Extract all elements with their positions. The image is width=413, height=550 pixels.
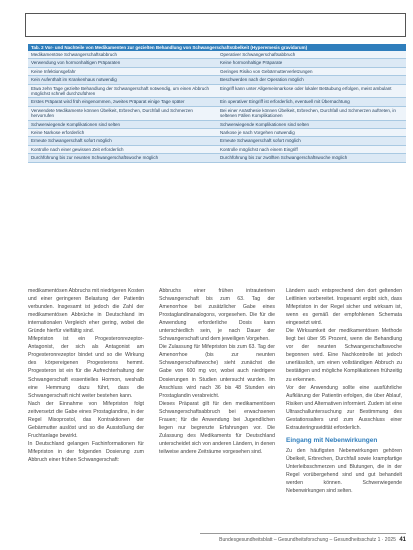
table-cell-medication: Schwerwiegende Komplikationen sind selten — [31, 121, 121, 127]
table-cell-surgical: Geringes Risiko von Gebärmutterverletzungen — [220, 68, 313, 74]
table-row — [28, 98, 406, 106]
table-cell-medication: Keine Infektionsgefahr — [31, 68, 76, 74]
paragraph: Ländern auch entsprechend den dort geltenden Leitlinien vorbereitet. Insgesamt ergibt sich, dass Mifepriston in der Regel sicher und wirksam ist, wenn es gemäß der empfohlenen Schemata eingesetzt wird. — [286, 288, 402, 327]
section-heading: Eingang mit Nebenwirkungen — [286, 436, 378, 444]
paragraph: In Deutschland gelangen Fachinformationen für Mifepriston in der folgenden Dosierung zum Abbruch einer frühen Schwangerschaft: — [28, 440, 144, 463]
table-cell-medication: Etwa zehn Tage gezielte Behandlung der Schwangerschaft notwendig, um einen Abbruch möglichst schnell durchzuführen — [31, 85, 210, 97]
paragraph: Mifepriston ist ein Progesteronrezeptor-Antagonist, der sich als Antagonist am Progesteronrezeptor bindet und so die Wirkung des körpereigenen Progesterons hemmt. Progesteron ist ein für die Aufrechterhaltung der Schwangerschaft essentielles Hormon, weshalb eine Hemmung dazu führt, dass die Schwangerschaft nicht weiter bestehen kann. — [28, 336, 144, 399]
paragraph: medikamentösen Abbruchs mit niedrigeren Kosten und einer geringeren Belastung der Patientin verbunden. Insgesamt ist jedoch die Zahl der medikamentösen Abbrüche in Deutschland im internationalen Vergleich eher gering, wobei die Gründe hierfür vielfältig sind. — [28, 288, 144, 335]
text-column-3-main — [286, 287, 402, 432]
table-row — [28, 121, 406, 129]
paragraph: Die Zulassung für Mifepriston bis zum 63. Tag der Amenorrhoe (bis zur neunten Schwangerschaftswoche) sieht zunächst die Gabe von 600 mg vor, wobei auch niedrigere Dosierungen in Studien untersucht wurden. Im Anschluss wird nach 36 bis 48 Stunden ein Prostaglandin verabreicht. — [159, 344, 275, 399]
table-cell-surgical: Operativer Schwangerschaftsabbruch — [220, 52, 296, 57]
paragraph: Vor der Anwendung sollte eine ausführliche Aufklärung der Patientin erfolgen, die über Ablauf, Risiken und Alternativen informiert. Zudem ist eine Ultraschalluntersuchung zur Bestimmung des Gestationsalters und zum Ausschluss einer Extrauteringravidität erforderlich. — [286, 384, 402, 431]
table-cell-surgical: Schwerwiegende Komplikationen sind selten — [220, 121, 310, 127]
table-cell-surgical: Beschwerden nach der Operation möglich — [220, 77, 304, 83]
page-number: 41 — [399, 537, 406, 543]
paragraph: Abbruchs einer frühen intrauterinen Schwangerschaft bis zum 63. Tag der Amenorrhoe bei zusätzlicher Gabe eines Prostaglandinanalogons, vorgesehen. Die für die Anwendung erforderliche Dosis kann unterschiedlich sein, je nach Dauer der Schwangerschaft und dem jeweiligen Vorgehen. — [159, 288, 275, 343]
table-row — [28, 129, 406, 137]
table-row — [28, 59, 406, 67]
page-footer — [200, 536, 406, 545]
footer-rule — [200, 533, 406, 534]
table-row — [28, 107, 406, 121]
table-cell-surgical: Durchführung bis zur zwölften Schwangerschaftswoche möglich — [220, 155, 348, 161]
journal-name: Bundesgesundheitsblatt – Gesundheitsforschung – Gesundheitsschutz 1 · 2025 — [219, 537, 396, 543]
table-cell-surgical: Keine hormonhaltige Präparate — [220, 60, 283, 66]
table-cell-medication: Erstes Präparat wird früh eingenommen, zweites Präparat einige Tage später — [31, 99, 185, 105]
text-column-1 — [28, 287, 144, 523]
table-row — [28, 146, 406, 154]
table-cell-surgical: Eingriff kann unter Allgemeinnarkose oder lokaler Betäubung erfolgen, meist ambulant — [220, 85, 392, 91]
table-cell-medication: Verwendung von hormonhaltigen Präparaten — [31, 60, 121, 66]
table-cell-medication: Kontrolle nach einer gewissen Zeit erforderlich — [31, 146, 124, 152]
article-body — [28, 287, 406, 523]
text-column-2 — [159, 287, 275, 523]
table-cell-medication: Keine Narkose erforderlich — [31, 130, 85, 136]
table-row — [28, 137, 406, 145]
table-cell-surgical: Erneute Schwangerschaft sofort möglich — [220, 138, 301, 144]
table-cell-medication: Verwendete Medikamente können Übelkeit, Erbrechen, Durchfall und Schmerzen hervorrufen — [31, 107, 193, 119]
table-row — [28, 68, 406, 76]
paragraph: Dieses Präparat gilt für den medikamentösen Schwangerschaftsabbruch bei erwachsenen Frauen; für die Anwendung bei Jugendlichen liegen nur begrenzte Erfahrungen vor. Die Zulassung des Medikaments für Deutschland unterscheidet sich von anderen Ländern, in denen teilweise andere Zeiträume vorgesehen sind. — [159, 400, 275, 455]
text-column-3-after — [286, 447, 402, 495]
header-bar — [25, 13, 406, 37]
table-cell-surgical: Narkose je nach Vorgehen notwendig — [220, 130, 295, 136]
table-cell-medication: Durchführung bis zur neunten Schwangerschaftswoche möglich — [31, 155, 159, 161]
table-row — [28, 76, 406, 84]
table-cell-surgical: Bei einer Anästhesie können Übelkeit, Erbrechen, Durchfall und Schmerzen auftreten, in seltenen Fällen Komplikationen — [220, 107, 396, 119]
paragraph: Nach der Einnahme von Mifepriston folgt zeitversetzt die Gabe eines Prostaglandins, in der Regel Misoprostol, das Kontraktionen der Gebärmutter auslöst und so die Ausstoßung der Fruchtanlage bewirkt. — [28, 400, 144, 439]
table-cell-medication: Medikamentöse Schwangerschaftsabbruch — [31, 52, 118, 57]
table-row — [28, 51, 406, 59]
table-caption: Tab. 2 Vor- und Nachteile von Medikamenten zur gezielten Behandlung von Schwangerschaftsübelkeit (Hyperemesis gravidarum) — [28, 44, 406, 51]
table-cell-medication: Erneute Schwangerschaft sofort möglich — [31, 138, 112, 144]
paragraph: Zu den häufigsten Nebenwirkungen gehören Übelkeit, Erbrechen, Durchfall sowie krampfartige Unterleibsschmerzen und Blutungen, die in der Regel vorübergehend sind und gut behandelt werden können. Schwerwiegende Nebenwirkungen sind selten. — [286, 447, 402, 495]
table-cell-medication: Kein Aufenthalt im Krankenhaus notwendig — [31, 77, 117, 83]
table-row — [28, 85, 406, 99]
table-body — [28, 51, 406, 163]
table-cell-surgical: Ein operativer Eingriff ist erforderlich, eventuell mit Übernachtung — [220, 99, 350, 105]
table-cell-surgical: Kontrolle möglichst nach einem Eingriff — [220, 146, 298, 152]
paragraph: Die Wirksamkeit der medikamentösen Methode liegt bei über 95 Prozent, wenn die Behandlung vor der neunten Schwangerschaftswoche begonnen wird. Eine Nachkontrolle ist jedoch unerlässlich, um einen vollständigen Abbruch zu bestätigen und mögliche Komplikationen frühzeitig zu erkennen. — [286, 328, 402, 383]
text-column-3 — [286, 287, 402, 523]
table-row — [28, 154, 406, 162]
comparison-table — [28, 44, 406, 163]
